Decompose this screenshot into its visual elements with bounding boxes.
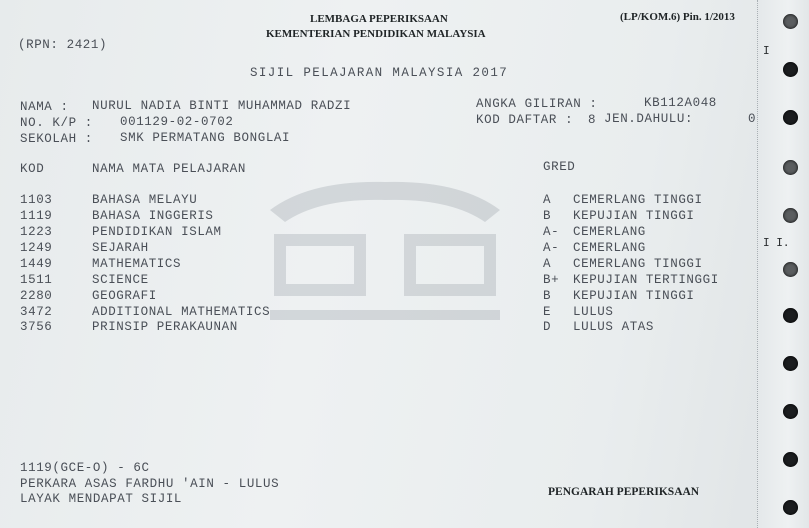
- subject-code: 1223: [20, 225, 53, 239]
- subject-grade: A-: [543, 225, 560, 239]
- table-row: [0, 273, 760, 289]
- feed-hole: [783, 308, 798, 323]
- form-code: (LP/KOM.6) Pin. 1/2013: [620, 11, 735, 23]
- column-header-kod: KOD: [20, 162, 45, 176]
- subject-name: BAHASA MELAYU: [92, 193, 198, 207]
- table-row: [0, 257, 760, 273]
- table-row: [0, 305, 760, 321]
- table-row: [0, 320, 760, 336]
- subject-grade: B: [543, 289, 552, 303]
- certificate-eligibility: LAYAK MENDAPAT SIJIL: [20, 492, 183, 506]
- kod-daftar: 8: [588, 113, 597, 127]
- jen-dahulu-label: JEN.DAHULU:: [604, 112, 694, 126]
- school-name: SMK PERMATANG BONGLAI: [120, 131, 291, 145]
- subject-grade: A: [543, 193, 552, 207]
- kod-daftar-label: KOD DAFTAR :: [476, 113, 574, 127]
- subject-name: GEOGRAFI: [92, 289, 157, 303]
- feed-hole: [783, 262, 798, 277]
- table-row: [0, 241, 760, 257]
- table-row: [0, 209, 760, 225]
- subject-grade: B+: [543, 273, 560, 287]
- table-row: [0, 225, 760, 241]
- kp-label: NO. K/P :: [20, 116, 93, 130]
- perforation-mark: I: [763, 44, 770, 57]
- subject-name: PENDIDIKAN ISLAM: [92, 225, 222, 239]
- subject-code: 1449: [20, 257, 53, 271]
- feed-hole: [783, 110, 798, 125]
- subject-grade: D: [543, 320, 552, 334]
- feed-hole: [783, 356, 798, 371]
- subject-code: 1249: [20, 241, 53, 255]
- grade-description: LULUS: [573, 305, 614, 319]
- column-header-gred: GRED: [543, 160, 576, 174]
- signatory-title: PENGARAH PEPERIKSAAN: [548, 486, 700, 498]
- feed-hole: [783, 62, 798, 77]
- subject-name: BAHASA INGGERIS: [92, 209, 214, 223]
- feed-hole: [783, 404, 798, 419]
- table-row: [0, 193, 760, 209]
- grade-description: LULUS ATAS: [573, 320, 655, 334]
- grade-description: CEMERLANG TINGGI: [573, 193, 703, 207]
- fardhu-ain-result: PERKARA ASAS FARDHU 'AIN - LULUS: [20, 477, 280, 491]
- feed-hole: [783, 160, 798, 175]
- subject-name: MATHEMATICS: [92, 257, 182, 271]
- grade-description: CEMERLANG: [573, 241, 646, 255]
- rpn-number: (RPN: 2421): [18, 38, 108, 52]
- candidate-name: NURUL NADIA BINTI MUHAMMAD RADZI: [92, 99, 352, 113]
- feed-hole: [783, 500, 798, 515]
- feed-hole: [783, 14, 798, 29]
- column-header-nama: NAMA MATA PELAJARAN: [92, 162, 246, 176]
- certificate-title: SIJIL PELAJARAN MALAYSIA 2017: [250, 66, 509, 80]
- subject-code: 2280: [20, 289, 53, 303]
- subject-code: 1511: [20, 273, 53, 287]
- feed-hole: [783, 208, 798, 223]
- subject-name: ADDITIONAL MATHEMATICS: [92, 305, 271, 319]
- perforation-mark: I I.: [763, 236, 790, 249]
- subject-grade: A-: [543, 241, 560, 255]
- feed-hole: [783, 452, 798, 467]
- angka-giliran: KB112A048: [644, 96, 717, 110]
- subject-code: 1103: [20, 193, 53, 207]
- grade-description: CEMERLANG: [573, 225, 646, 239]
- nama-label: NAMA :: [20, 100, 69, 114]
- subject-grade: A: [543, 257, 552, 271]
- sekolah-label: SEKOLAH :: [20, 132, 93, 146]
- subject-name: SCIENCE: [92, 273, 149, 287]
- grade-description: KEPUJIAN TINGGI: [573, 289, 695, 303]
- table-row: [0, 289, 760, 305]
- subject-code: 3756: [20, 320, 53, 334]
- candidate-ic-number: 001129-02-0702: [120, 115, 234, 129]
- gce-equivalence: 1119(GCE-O) - 6C: [20, 461, 150, 475]
- grade-description: KEPUJIAN TERTINGGI: [573, 273, 719, 287]
- subject-name: PRINSIP PERAKAUNAN: [92, 320, 238, 334]
- angka-giliran-label: ANGKA GILIRAN :: [476, 97, 598, 111]
- subject-code: 3472: [20, 305, 53, 319]
- tractor-feed-strip: [757, 0, 809, 528]
- subject-code: 1119: [20, 209, 53, 223]
- grade-description: CEMERLANG TINGGI: [573, 257, 703, 271]
- grade-description: KEPUJIAN TINGGI: [573, 209, 695, 223]
- issuer-line-2: KEMENTERIAN PENDIDIKAN MALAYSIA: [266, 28, 486, 40]
- subject-grade: B: [543, 209, 552, 223]
- issuer-line-1: LEMBAGA PEPERIKSAAN: [310, 13, 448, 25]
- jen-dahulu: 0: [748, 112, 757, 126]
- subject-name: SEJARAH: [92, 241, 149, 255]
- subject-grade: E: [543, 305, 552, 319]
